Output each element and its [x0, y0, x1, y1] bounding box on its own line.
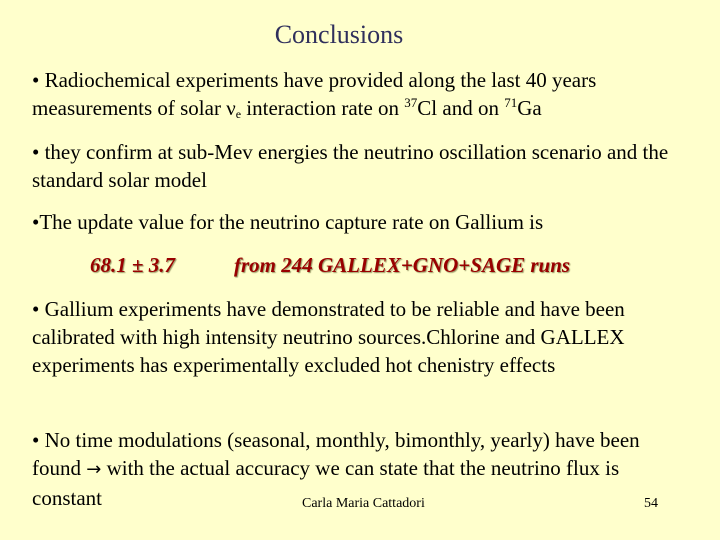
bullet-radiochemical: [32, 66, 692, 122]
footer-author: Carla Maria Cattadori: [302, 496, 425, 511]
page-number: 54: [644, 496, 658, 511]
bullet-gallium-reliable: • Gallium experiments have demonstrated to be reliable and have been calibrated with high intensity neutrino sources.Chlorine and GALLEX experiments has experimentally excluded hot chenistry effects: [32, 297, 625, 377]
chlorine-mass-number: 37: [404, 95, 418, 110]
capture-rate-value: 68.1 ± 3.7: [90, 253, 176, 277]
capture-rate-runs: from 244 GALLEX+GNO+SAGE runs: [234, 253, 571, 277]
gallium-text: Ga: [517, 96, 542, 120]
bullet1-text-mid: interaction rate on: [241, 96, 405, 120]
nu-subscript: e: [235, 107, 242, 121]
right-arrow-icon: →: [86, 459, 102, 480]
gallium-mass-number: 71: [504, 95, 518, 110]
bullet5-text-end: with the actual accuracy we can state that the neutrino flux is constant: [32, 456, 620, 510]
bullet5-text-start: • No time modulations (seasonal, monthly, bimonthly, yearly) have been found: [32, 428, 640, 480]
bullet-oscillation: • they confirm at sub-Mev energies the neutrino oscillation scenario and the standard solar model: [32, 140, 669, 192]
bullet1-text-start: • Radiochemical experiments have provided along the last 40 years measurements of solar: [32, 68, 597, 120]
nu-symbol: ν: [226, 96, 236, 120]
chlorine-text: Cl and on: [417, 96, 505, 120]
slide-title: Conclusions: [274, 20, 404, 49]
bullet-capture-rate: •The update value for the neutrino capture rate on Gallium is: [32, 210, 544, 234]
